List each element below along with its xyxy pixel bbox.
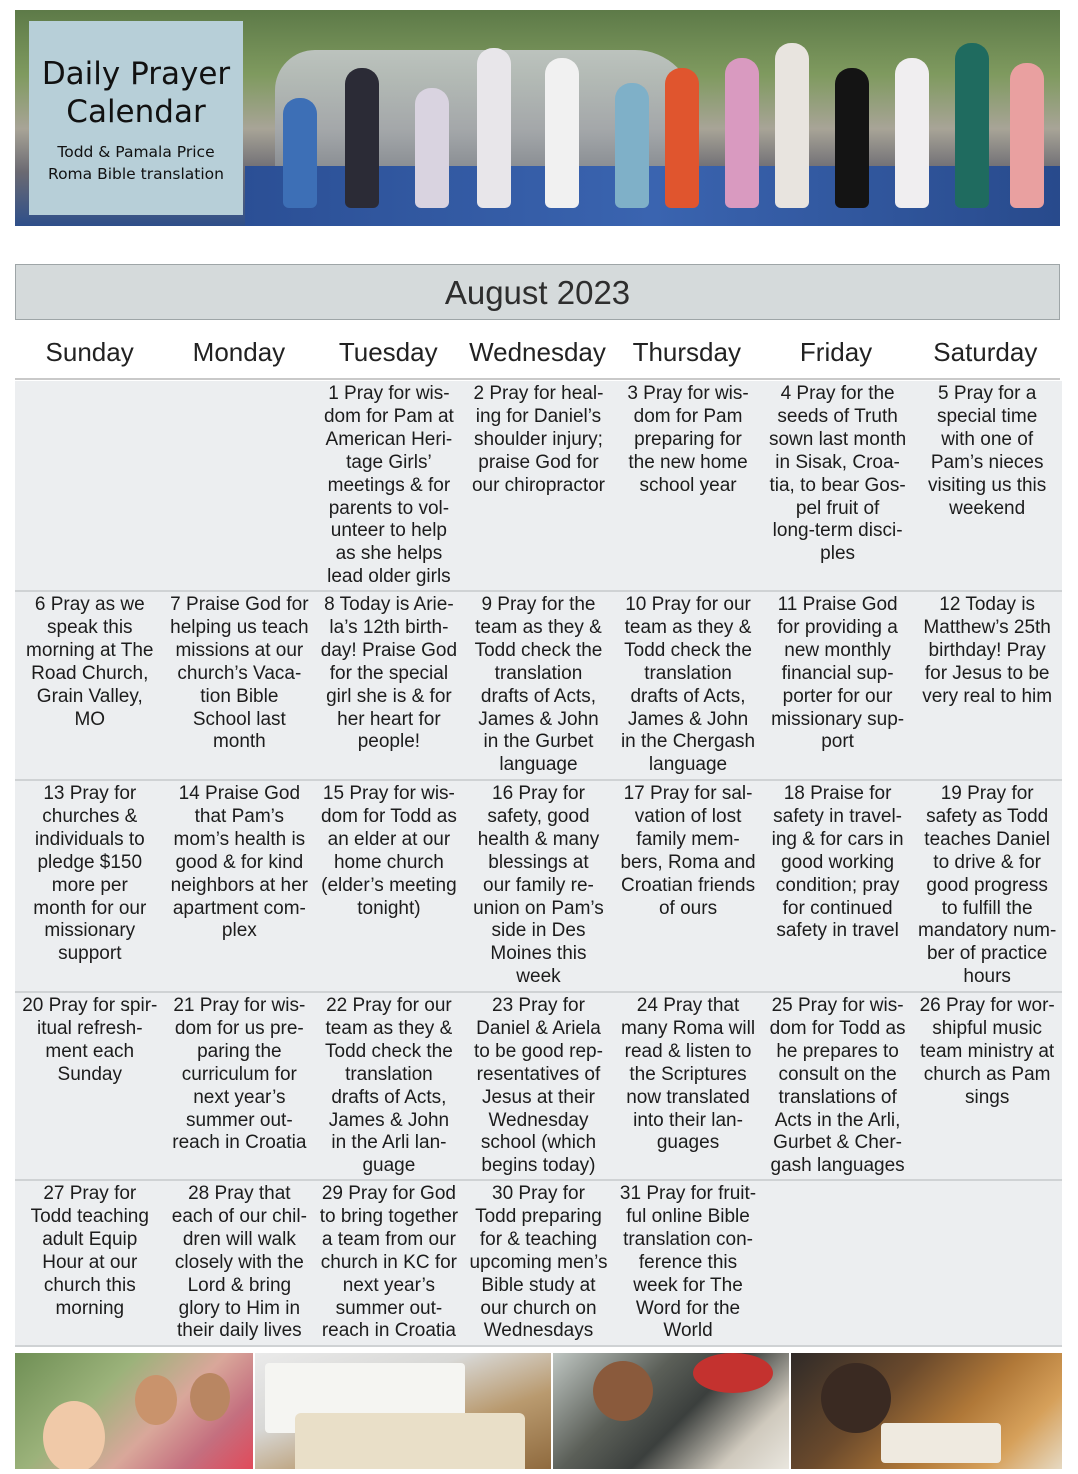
weekday-wednesday: Wednesday: [469, 337, 606, 367]
day-cell: 8 Today is Arie- la’s 12th birth- day! Praise God for the special girl she is & for her heart for people!: [320, 594, 458, 753]
banner-child-figure: [835, 68, 869, 208]
photo-boys-reading: [553, 1353, 789, 1469]
day-cell: 24 Pray that many Roma will read & listen to the Scriptures now translated into their lan- guages: [620, 995, 756, 1154]
day-cell: 30 Pray for Todd preparing for & teaching upcoming men’s Bible study at our church on Wednesdays: [469, 1183, 608, 1342]
cap-shape: [693, 1353, 773, 1393]
calendar-week-4: [15, 993, 1062, 1181]
weekday-saturday: Saturday: [933, 337, 1038, 367]
day-cell: 10 Pray for our team as they & Todd check the translation drafts of Acts, James & John in the Chergash language: [620, 594, 756, 776]
day-cell: 15 Pray for wis- dom for Todd as an elder at our home church (elder’s meeting tonight): [320, 783, 457, 919]
day-cell: 20 Pray for spir- itual refresh- ment each Sunday: [22, 995, 158, 1085]
banner-child-figure: [955, 43, 989, 208]
day-cell: 5 Pray for a special time with one of Pam’s nieces visiting us this weekend: [928, 383, 1047, 519]
day-cell: 23 Pray for Daniel & Ariela to be good rep- resentatives of Jesus at their Wednesday school (which begins today): [474, 995, 603, 1177]
photo-strip: [15, 1353, 1062, 1469]
day-cell: 22 Pray for our team as they & Todd check the translation drafts of Acts, James & John in the Arli lan- guage: [325, 995, 453, 1177]
day-cell: [165, 381, 315, 590]
calendar-week-5: [15, 1181, 1062, 1347]
photo-boy-studying: [791, 1353, 1062, 1469]
calendar-week-2: [15, 592, 1062, 781]
banner-child-figure: [345, 68, 379, 208]
day-cell: 3 Pray for wis- dom for Pam preparing for the new home school year: [627, 383, 749, 496]
banner-child-figure: [477, 48, 511, 208]
day-cell: 29 Pray for God to bring together a team from our church in KC for next year’s summer out- reach in Croatia: [319, 1183, 459, 1342]
face-shape: [135, 1375, 177, 1425]
book-shape: [881, 1423, 1001, 1463]
banner-child-figure: [1010, 63, 1044, 208]
day-cell: [763, 1181, 913, 1345]
face-shape: [43, 1401, 105, 1469]
day-cell: 25 Pray for wis- dom for Todd as he prepares to consult on the translations of Acts in the Arli, Gurbet & Cher- gash languages: [769, 995, 906, 1177]
weekday-sunday: Sunday: [45, 337, 134, 367]
weekday-monday: Monday: [192, 337, 286, 367]
day-cell: 2 Pray for heal- ing for Daniel’s shoulder injury; praise God for our chiropractor: [471, 383, 605, 496]
banner-child-figure: [415, 88, 449, 208]
banner-child-figure: [895, 58, 929, 208]
day-cell: 12 Today is Matthew’s 25th birthday! Pray for Jesus to be very real to him: [922, 594, 1053, 707]
day-cell: 4 Pray for the seeds of Truth sown last month in Sisak, Croa- tia, to bear Gos- pel fruit of long-term disci- ples: [768, 383, 907, 565]
calendar-week-3: [15, 781, 1062, 993]
day-cell: 14 Praise God that Pam’s mom’s health is good & for kind neighbors at her apartment com- plex: [170, 783, 308, 942]
day-cell: 1 Pray for wis- dom for Pam at American Heri- tage Girls’ meetings & for parents to vol- unteer to help as she helps lead older girls: [323, 383, 454, 588]
weekday-friday: Friday: [799, 337, 873, 367]
day-cell: 16 Pray for safety, good health & many blessings at our family re- union on Pam’s side in Des Moines this week: [473, 783, 604, 988]
weekday-header-row: [15, 330, 1060, 380]
banner-child-figure: [283, 98, 317, 208]
month-title: August 2023: [15, 264, 1060, 320]
weekday-tuesday: Tuesday: [338, 337, 438, 367]
day-cell: 19 Pray for safety as Todd teaches Daniel to drive & for good progress to fulfill the mandatory num- ber of practice hours: [917, 783, 1057, 988]
title-box: [29, 21, 243, 215]
day-cell: 31 Pray for fruit- ful online Bible translation con- ference this week for The Word for the World: [619, 1183, 757, 1342]
weekday-thursday: Thursday: [632, 337, 741, 367]
photo-bible-books: [255, 1353, 551, 1469]
day-cell: 7 Praise God for helping us teach missions at our church’s Vaca- tion Bible School last month: [170, 594, 309, 753]
book-shape: [295, 1413, 525, 1469]
day-cell: 17 Pray for sal- vation of lost family mem- bers, Roma and Croatian friends of ours: [620, 783, 756, 919]
banner-child-figure: [545, 58, 579, 208]
day-cell: 18 Praise for safety in travel- ing & for cars in good working condition; pray for continued safety in travel: [771, 783, 904, 942]
banner-child-figure: [725, 58, 759, 208]
day-cell: [15, 381, 165, 590]
face-shape: [593, 1361, 653, 1421]
day-cell: 9 Pray for the team as they & Todd check the translation drafts of Acts, James & John in the Gurbet language: [474, 594, 603, 776]
banner-child-figure: [615, 83, 649, 208]
day-cell: 11 Praise God for providing a new monthly financial sup- porter for our missionary sup- port: [771, 594, 905, 753]
calendar-title-line1: Daily Prayer: [41, 56, 231, 92]
photo-pam-with-girls: [15, 1353, 253, 1469]
day-cell: 27 Pray for Todd teaching adult Equip Hour at our church this morning: [30, 1183, 149, 1319]
banner-child-figure: [775, 43, 809, 208]
banner-child-figure: [665, 68, 699, 208]
day-cell: 21 Pray for wis- dom for us pre- paring the curriculum for next year’s summer out- reach in Croatia: [172, 995, 307, 1154]
face-shape: [821, 1363, 891, 1433]
calendar-week-1: [15, 381, 1062, 592]
day-cell: 6 Pray as we speak this morning at The Road Church, Grain Valley, MO: [26, 594, 154, 730]
day-cell: 28 Pray that each of our chil- dren will walk closely with the Lord & bring glory to Him in their daily lives: [171, 1183, 307, 1342]
calendar-grid: [15, 381, 1062, 1347]
missionary-names: Todd & Pamala Price Roma Bible translation: [48, 143, 224, 183]
day-cell: [912, 1181, 1062, 1345]
face-shape: [190, 1373, 230, 1421]
day-cell: 13 Pray for churches & individuals to pledge $150 more per month for our missionary support: [33, 783, 147, 965]
calendar-title-line2: Calendar: [66, 94, 206, 130]
day-cell: 26 Pray for wor- shipful music team ministry at church as Pam sings: [919, 995, 1055, 1108]
